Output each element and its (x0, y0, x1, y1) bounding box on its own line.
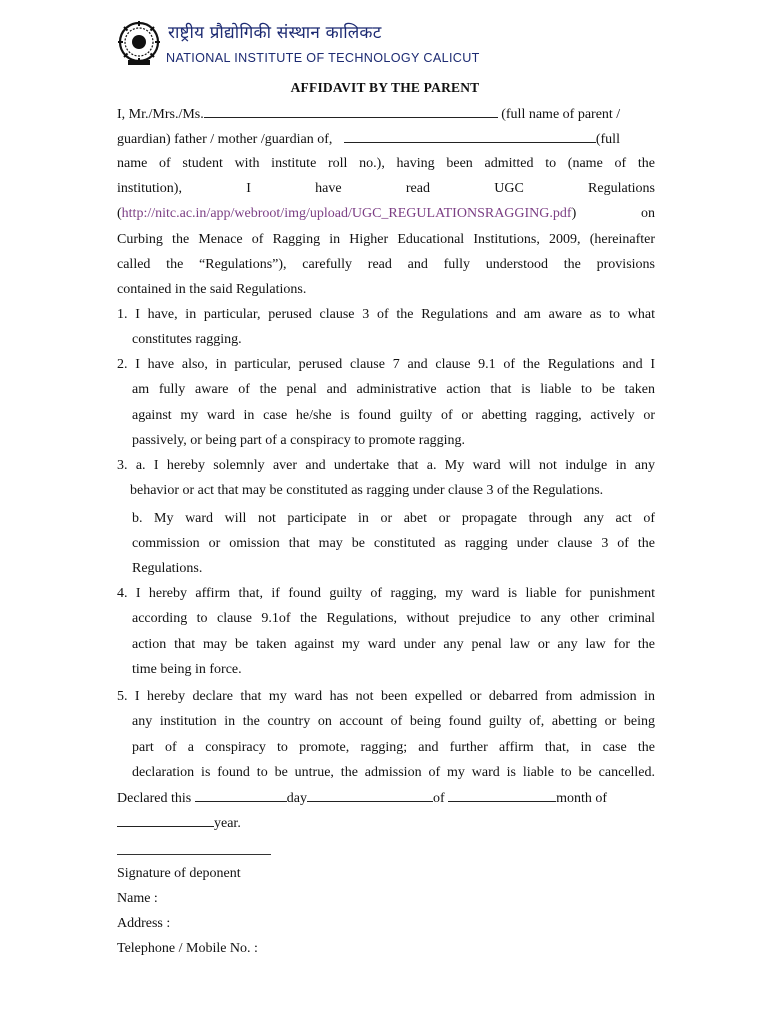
clause-3b-line-3: Regulations. (132, 561, 203, 576)
year-blank (117, 815, 214, 827)
institute-name-hindi: राष्ट्रीय प्रौद्योगिकी संस्थान कालिकट (168, 23, 382, 43)
intro-line-6: Curbing the Menace of Ragging in Higher Educational Institutions, 2009, (hereinafter (117, 232, 655, 247)
clause-4-line-3: action that may be taken against my ward under any penal law or any law for the (132, 637, 655, 652)
address-label: Address : (117, 916, 171, 931)
month-blank (307, 790, 433, 802)
name-label: Name : (117, 891, 158, 906)
intro-line-7: called the “Regulations”), carefully read and fully understood the provisions (117, 257, 655, 272)
clause-5-line-1: 5. I hereby declare that my ward has not been expelled or debarred from admission in (117, 689, 655, 704)
clause-2-line-2: am fully aware of the penal and administrative action that is liable to be taken (132, 382, 655, 397)
institute-name-english: NATIONAL INSTITUTE OF TECHNOLOGY CALICUT (166, 51, 480, 65)
document-title: AFFIDAVIT BY THE PARENT (290, 80, 480, 95)
signature-label: Signature of deponent (117, 866, 241, 881)
clause-5-line-3: part of a conspiracy to promote, ragging; and further affirm that, in case the (132, 740, 655, 755)
clause-1-line-2: constitutes ragging. (132, 332, 242, 347)
parent-name-blank (204, 106, 498, 118)
clause-5-line-4: declaration is found to be untrue, the admission of my ward is liable to be cancelled. (132, 765, 655, 780)
clause-2-line-1: 2. I have also, in particular, perused clause 7 and clause 9.1 of the Regulations and I (117, 357, 655, 372)
intro-line-2: guardian) father / mother /guardian of, (full (117, 132, 620, 147)
ugc-regulations-link[interactable]: http://nitc.ac.in/app/webroot/img/upload/UGC_REGULATIONSRAGGING.pdf (121, 206, 572, 221)
clause-3b-line-1: b. My ward will not participate in or abet or propagate through any act of (132, 511, 655, 526)
clause-3a-line-2: behavior or act that may be constituted as ragging under clause 3 of the Regulations. (130, 483, 604, 498)
clause-4-line-2: according to clause 9.1of the Regulations, without prejudice to any other criminal (132, 611, 655, 626)
clause-1-line-1: 1. I have, in particular, perused clause 3 of the Regulations and am aware as to what (117, 307, 655, 322)
clause-5-line-2: any institution in the country on account of being found guilty of, abetting or being (132, 714, 655, 729)
nit-calicut-emblem-icon (116, 20, 162, 66)
signature-line (117, 854, 271, 855)
telephone-label: Telephone / Mobile No. : (117, 941, 258, 956)
intro-line-8: contained in the said Regulations. (117, 282, 307, 297)
clause-4-line-4: time being in force. (132, 662, 242, 677)
day-blank (195, 790, 287, 802)
intro-line-4: institution), I have read UGC Regulations (117, 181, 655, 196)
intro-line-3: name of student with institute roll no.), having been admitted to (name of the (117, 156, 655, 171)
intro-line-1: I, Mr./Mrs./Ms. (full name of parent / (117, 107, 621, 122)
declared-line: Declared this day of month of (117, 791, 608, 806)
intro-line-5: (http://nitc.ac.in/app/webroot/img/upload/UGC_REGULATIONSRAGGING.pdf) on (117, 206, 655, 221)
clause-2-line-4: passively, or being part of a conspiracy to promote ragging. (132, 433, 466, 448)
student-name-blank (344, 131, 596, 143)
clause-3a-line-1: 3. a. I hereby solemnly aver and undertake that a. My ward will not indulge in any (117, 458, 655, 473)
clause-3b-line-2: commission or omission that may be constituted as ragging under clause 3 of the (132, 536, 655, 551)
month-name-blank (448, 790, 556, 802)
year-line: year. (117, 815, 241, 831)
clause-2-line-3: against my ward in case he/she is found guilty of or abetting ragging, actively or (132, 408, 655, 423)
clause-4-line-1: 4. I hereby affirm that, if found guilty of ragging, my ward is liable for punishment (117, 586, 655, 601)
